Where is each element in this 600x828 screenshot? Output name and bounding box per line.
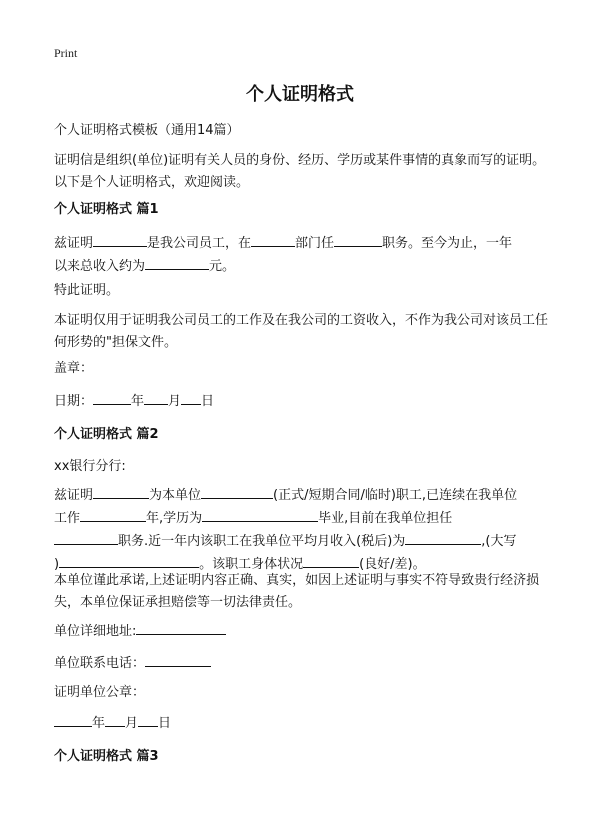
text: 毕业,目前在我单位担任 <box>318 511 453 526</box>
name-blank <box>93 232 147 247</box>
text: 年 <box>131 394 145 409</box>
text: (正式/短期合同/临时)职工,已连续在我单位 <box>273 488 518 503</box>
text: 日期： <box>54 394 94 409</box>
address-blank <box>136 620 226 635</box>
phone-blank <box>145 652 211 667</box>
text: 年,学历为 <box>146 511 203 526</box>
phone-line <box>54 652 554 675</box>
position-blank <box>334 232 382 247</box>
doc-subtitle: 个人证明格式模板（通用14篇） <box>54 123 240 138</box>
salary-blank <box>405 530 481 545</box>
date-line <box>54 390 554 413</box>
text: 职务。至今为止，一年 <box>382 236 513 251</box>
promise-text: 本单位谨此承诺,上述证明内容正确、真实，如因上述证明与事实不符导致贵行经济损失，本单位保证承担赔偿等一切法律责任。 <box>54 573 540 610</box>
text: 单位联系电话： <box>54 656 146 671</box>
income-blank <box>145 255 209 270</box>
text: 兹证明 <box>54 488 94 503</box>
salary-capital-blank <box>59 553 199 568</box>
text: 工作 <box>54 511 81 526</box>
text: 月 <box>168 394 182 409</box>
day-blank <box>138 712 158 727</box>
text: 日 <box>158 716 172 731</box>
text: 月 <box>125 716 139 731</box>
page-title: 个人证明格式 <box>246 84 354 105</box>
month-blank <box>144 390 168 405</box>
text: 部门任 <box>295 236 335 251</box>
section-2-heading: 个人证明格式 篇2 <box>54 427 159 442</box>
name-blank <box>93 484 149 499</box>
text: 日 <box>201 394 215 409</box>
text: ,(大写 <box>481 534 517 549</box>
print-link[interactable]: Print <box>54 46 78 60</box>
doc-description: 证明信是组织(单位)证明有关人员的身份、经历、学历或某件事情的真象而写的证明。以下是个人证明格式，欢迎阅读。 <box>54 153 546 190</box>
year-blank <box>54 712 92 727</box>
usage-note: 本证明仅用于证明我公司员工的工作及在我公司的工资收入，不作为我公司对该员工任何形势的"担保文件。 <box>54 313 549 350</box>
years-blank <box>80 507 146 522</box>
department-blank <box>251 232 295 247</box>
text: 为本单位 <box>149 488 202 503</box>
text: 单位详细地址: <box>54 624 137 639</box>
text: ) <box>54 557 60 572</box>
date-line-2 <box>54 712 554 735</box>
text: 兹证明 <box>54 236 94 251</box>
text: 以来总收入约为 <box>54 259 146 274</box>
type-blank <box>201 484 273 499</box>
text: 元。 <box>209 259 236 274</box>
unit-seal-label: 证明单位公章： <box>54 685 146 700</box>
text: (良好/差)。 <box>359 557 426 572</box>
section-1-heading: 个人证明格式 篇1 <box>54 202 159 217</box>
section-2-body <box>54 484 554 576</box>
section-3-heading: 个人证明格式 篇3 <box>54 749 159 764</box>
text: 年 <box>92 716 106 731</box>
month-blank <box>105 712 125 727</box>
text: 。该职工身体状况 <box>199 557 304 572</box>
text: 是我公司员工，在 <box>147 236 252 251</box>
address-line <box>54 620 554 643</box>
year-blank <box>93 390 131 405</box>
text: 职务.近一年内该职工在我单位平均月收入(税后)为 <box>118 534 406 549</box>
education-blank <box>202 507 318 522</box>
special-proof: 特此证明。 <box>54 283 120 298</box>
seal-label: 盖章： <box>54 361 94 376</box>
health-blank <box>303 553 359 568</box>
day-blank <box>181 390 201 405</box>
section-1-body <box>54 232 554 278</box>
position-blank <box>54 530 118 545</box>
bank-line: xx银行分行: <box>54 459 126 474</box>
